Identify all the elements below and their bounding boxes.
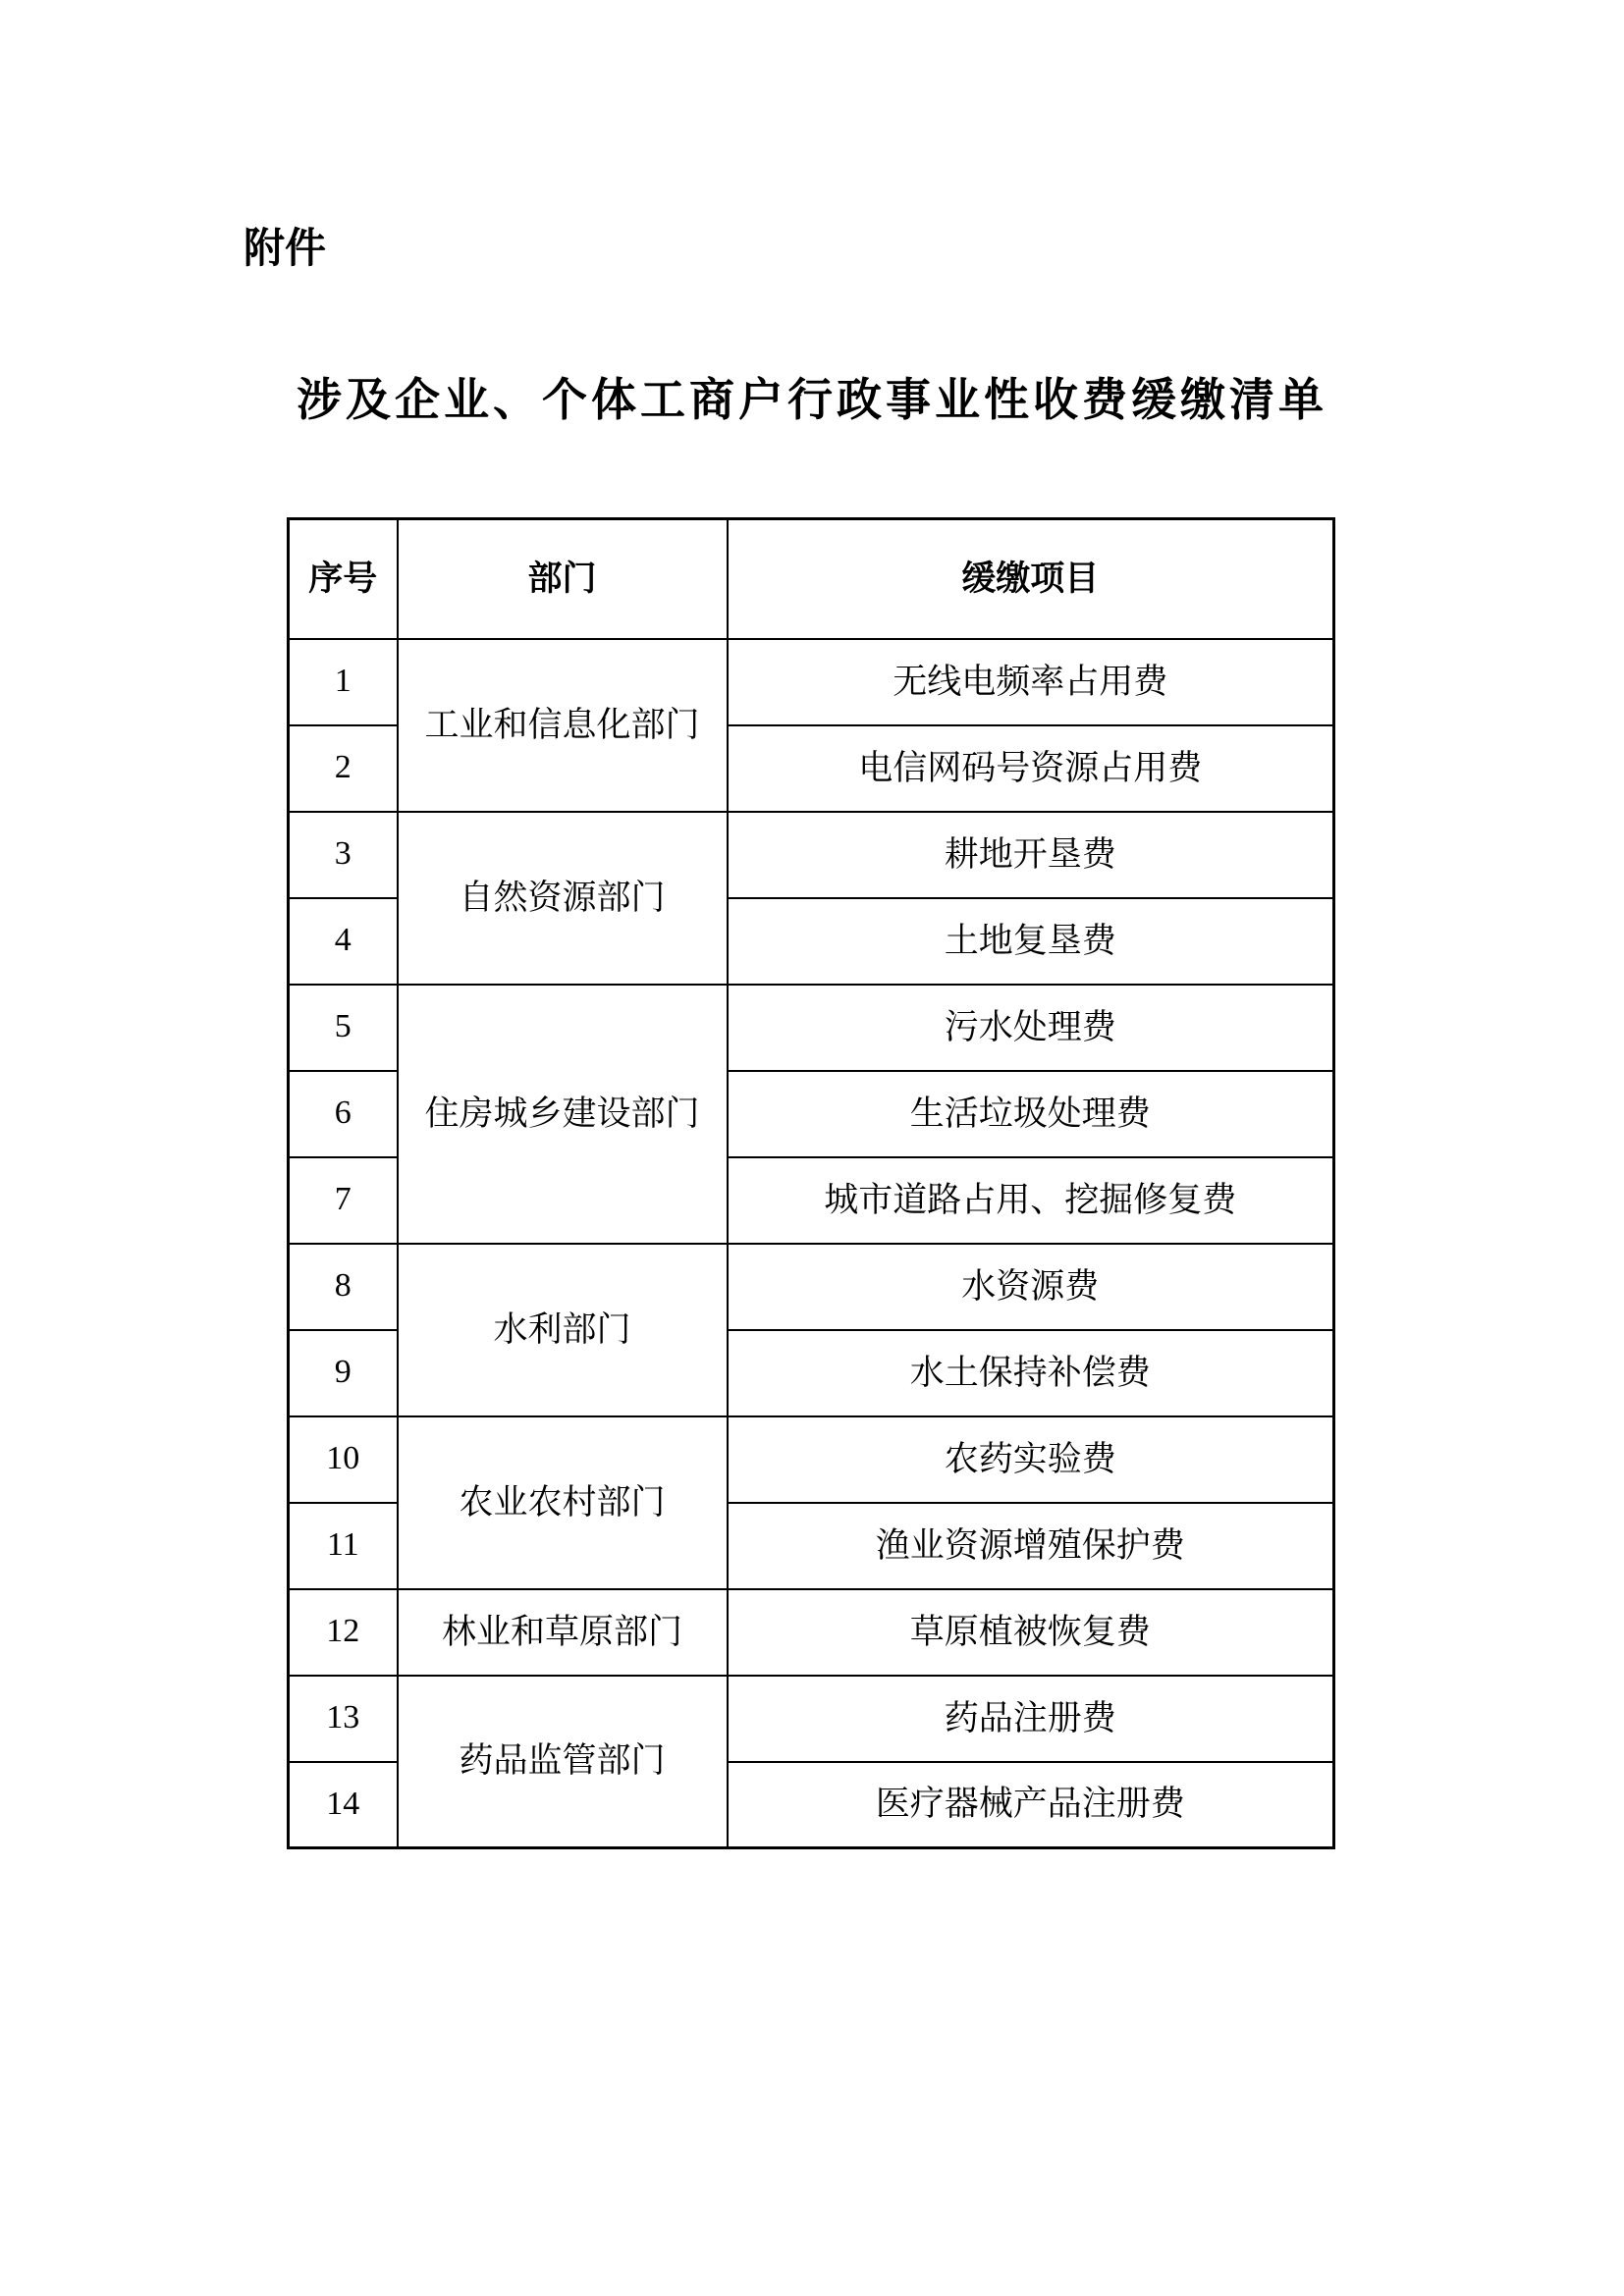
row-number: 11	[289, 1503, 398, 1589]
item-cell: 药品注册费	[728, 1676, 1334, 1762]
row-number: 12	[289, 1589, 398, 1676]
fee-deferral-table	[287, 517, 1335, 1849]
department-cell: 林业和草原部门	[398, 1589, 728, 1676]
row-number: 7	[289, 1157, 398, 1244]
document-title: 涉及企业、个体工商户行政事业性收费缓缴清单	[297, 375, 1327, 425]
department-cell: 工业和信息化部门	[398, 639, 728, 812]
item-cell: 农药实验费	[728, 1416, 1334, 1503]
table-row	[289, 1244, 1334, 1330]
item-cell: 电信网码号资源占用费	[728, 725, 1334, 812]
department-cell: 农业农村部门	[398, 1416, 728, 1589]
row-number: 6	[289, 1071, 398, 1157]
department-cell: 住房城乡建设部门	[398, 985, 728, 1244]
department-cell: 药品监管部门	[398, 1676, 728, 1848]
row-number: 8	[289, 1244, 398, 1330]
row-number: 9	[289, 1330, 398, 1416]
item-cell: 草原植被恢复费	[728, 1589, 1334, 1676]
row-number: 3	[289, 812, 398, 898]
table-row	[289, 1416, 1334, 1503]
table-row	[289, 985, 1334, 1071]
item-cell: 水土保持补偿费	[728, 1330, 1334, 1416]
row-number: 5	[289, 985, 398, 1071]
table-row	[289, 1589, 1334, 1676]
row-number: 2	[289, 725, 398, 812]
item-cell: 水资源费	[728, 1244, 1334, 1330]
row-number: 13	[289, 1676, 398, 1762]
department-cell: 自然资源部门	[398, 812, 728, 985]
item-cell: 土地复垦费	[728, 898, 1334, 985]
attachment-label: 附件	[244, 225, 327, 271]
row-number: 10	[289, 1416, 398, 1503]
item-cell: 生活垃圾处理费	[728, 1071, 1334, 1157]
item-cell: 城市道路占用、挖掘修复费	[728, 1157, 1334, 1244]
item-cell: 耕地开垦费	[728, 812, 1334, 898]
row-number: 4	[289, 898, 398, 985]
table-row	[289, 639, 1334, 725]
header-department: 部门	[398, 519, 728, 639]
header-deferred-item: 缓缴项目	[728, 519, 1334, 639]
table-row	[289, 1676, 1334, 1762]
item-cell: 无线电频率占用费	[728, 639, 1334, 725]
item-cell: 渔业资源增殖保护费	[728, 1503, 1334, 1589]
item-cell: 污水处理费	[728, 985, 1334, 1071]
row-number: 14	[289, 1762, 398, 1848]
table-header-row	[289, 519, 1334, 639]
header-serial-number: 序号	[289, 519, 398, 639]
item-cell: 医疗器械产品注册费	[728, 1762, 1334, 1848]
row-number: 1	[289, 639, 398, 725]
table-row	[289, 812, 1334, 898]
department-cell: 水利部门	[398, 1244, 728, 1416]
